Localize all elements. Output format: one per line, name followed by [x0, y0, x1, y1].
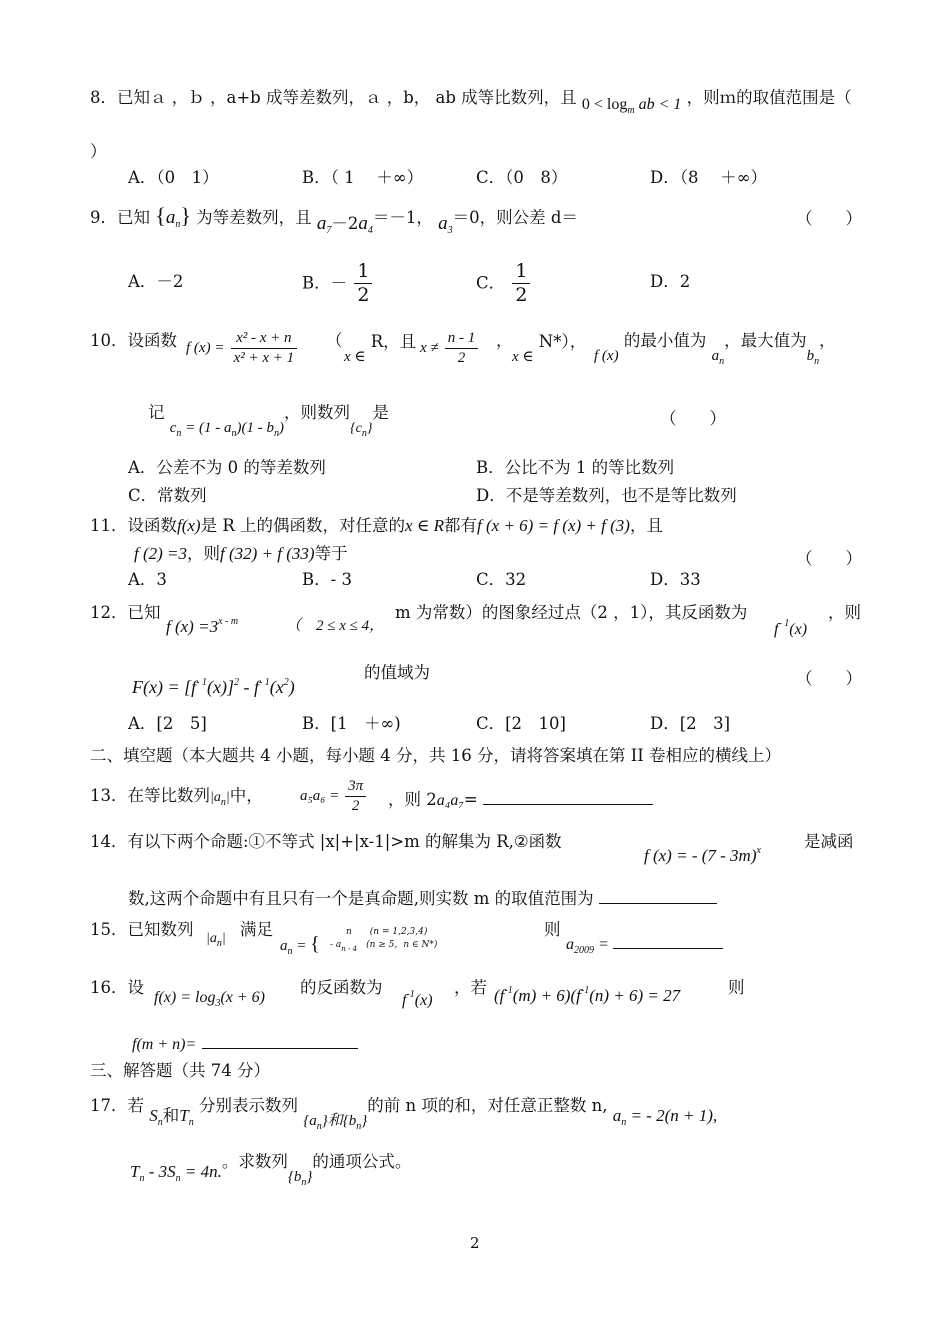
q11-option-a: A．3: [128, 570, 167, 589]
q16-inverse: $f^{-1}(x)$: [402, 989, 433, 1009]
q8-option-a: A．（0 1）: [128, 168, 219, 187]
q16-answer-blank[interactable]: [202, 1034, 358, 1049]
q15-case-1: n (n = 1,2,3,4): [346, 927, 428, 937]
q11-option-c: C．32: [476, 570, 527, 589]
q9-option-b: B．－ $\frac{1}{2}$: [302, 262, 374, 305]
q8-line: [90, 88, 852, 116]
q12-function: f $(x) =3^{x - m}$: [166, 616, 239, 636]
q10-option-a: A．公差不为 0 的等差数列: [128, 458, 326, 477]
q13-answer-blank[interactable]: [483, 790, 653, 805]
q16-line2: f(m + n)=: [132, 1034, 358, 1053]
q12-option-a: A．[2 5]: [128, 714, 207, 733]
q8-option-c: C．（0 8）: [476, 168, 568, 187]
section-2-heading: 二、填空题（本大题共 4 小题，每小题 4 分，共 16 分，请将答案填在第 II 卷相应的横线上）: [90, 746, 781, 765]
q10-stem: 10．设函数: [90, 331, 177, 350]
q8-condition: $0 < \log_m$ ab < 1: [581, 96, 682, 116]
q12-answer-paren: （ ）: [796, 669, 862, 688]
section-3-heading: 三、解答题（共 74 分）: [90, 1061, 270, 1080]
q10-line: [90, 333, 177, 350]
q10-min-max: f (x) 的最小值为 $a_n$，最大值为$b_n$，: [594, 331, 836, 367]
q8-option-d: D．（8 ＋∞）: [650, 168, 767, 187]
q10-comma: ，: [496, 331, 513, 350]
q15-case-2: - $a_{n - 4}$ (n ≥ 5，n ∈ N*): [330, 940, 438, 953]
q9-answer-paren: （ ）: [796, 209, 862, 228]
q9-a4: $a_4$: [358, 213, 373, 236]
q9-option-a: A．－2: [128, 272, 184, 291]
q16-stem-c: ，若: [454, 978, 487, 997]
q14-function: f (x) = - (7 - 3m)$^x$: [644, 845, 761, 865]
q9-option-b-fraction: $\frac{1}{2}$: [354, 262, 372, 305]
q12-inverse: $f^{- 1}(x)$: [774, 618, 808, 638]
q11-option-b: B．- 3: [302, 570, 352, 589]
q15-an: $a_n$ = {: [280, 933, 320, 957]
q17-line1: 17．若 $S_n$和$T_n$ 分别表示数列 $\{a_n\}$和$\{b_n\}$的前 n 项的和，对任意正整数 n, $a_n$ = - 2(n + 1),: [90, 1096, 718, 1132]
q9-stem: 9．已知: [90, 208, 150, 227]
q13-sequence: $|a_n|$: [210, 790, 230, 808]
q9-mid: －2: [331, 214, 359, 233]
q15-a2009: $a_{2009}$ =: [566, 934, 723, 956]
q9-option-c: C． $\frac{1}{2}$: [476, 262, 532, 305]
q9-option-d: D．2: [650, 272, 691, 291]
q14-line2: 数,这两个命题中有且只有一个是真命题,则实数 m 的取值范围为: [128, 889, 717, 908]
q13-line: 13．在等比数列$|a_n|$中，: [90, 786, 263, 808]
q13-product: a₅a₆ = $\frac{3\pi}{2}$: [300, 779, 368, 814]
q8-continuation: ）: [90, 142, 107, 161]
q8-tail: ，则ｍ的取值范围是（: [686, 88, 852, 107]
q12-value-range: 的值域为: [364, 663, 430, 682]
q16-stem-d: 则: [728, 978, 745, 997]
q10-x-in-R: x ∈ R，且: [344, 332, 417, 365]
q9-a3: $a_3$: [438, 213, 453, 236]
q12-line1: 12．已知: [90, 603, 161, 622]
q12-option-b: B．[1 ＋∞): [302, 714, 401, 733]
q14-line1: 14．有以下两个命题:①不等式 |x|+|x-1|>m 的解集为 R,②函数: [90, 832, 562, 851]
q10-cn-formula: $c_n = (1 - a_n)(1 - b_n)$: [169, 420, 285, 439]
q12-tail: ，则: [828, 603, 861, 622]
q15-stem-b: 满足: [240, 920, 273, 939]
q10-option-d: D．不是等差数列，也不是等比数列: [476, 486, 737, 505]
q14-answer-blank[interactable]: [599, 889, 717, 904]
q10-domain: （: [326, 331, 343, 350]
q9-line: [90, 203, 578, 236]
q12-option-d: D．[2 3]: [650, 714, 731, 733]
q12-stem-b: m 为常数）的图象经过点（2 ，1），其反函数为: [395, 603, 748, 622]
q16-line1: 16．设: [90, 978, 144, 997]
q10-cn-seq: {cn}: [350, 421, 373, 439]
q11-option-d: D．33: [650, 570, 701, 589]
q15-line: 15．已知数列: [90, 920, 194, 939]
q15-tail: 则: [544, 920, 561, 939]
q13-fraction: $\frac{3\pi}{2}$: [345, 779, 366, 814]
q15-sequence: $|a_n|$: [206, 931, 226, 949]
q10-option-c: C．常数列: [128, 486, 207, 505]
q11-answer-paren: （ ）: [796, 549, 862, 568]
q11-line2: f (2) =3，则f (32) + f (33)等于: [134, 544, 348, 563]
q10-ne-fraction: $\frac{n - 1}{2}$: [445, 331, 479, 366]
q9-eq: ＝－1，: [372, 208, 433, 227]
q10-function: f (x) = $\frac{\text{x² - x + n}}{\text{x² + x + 1}}$: [186, 331, 299, 366]
q16-stem-b: 的反函数为: [300, 978, 383, 997]
q16-product: $(f^{-1}(m) + 6)(f^{-1}(n) + 6) = 27$: [494, 985, 681, 1005]
q11-line1: 11．设函数f(x)是 R 上的偶函数，对任意的x ∈ R都有f (x + 6) = f (x) + f (3)，且: [90, 516, 663, 535]
q9-sequence: $\{a_n\}$: [155, 203, 191, 230]
q12-F-function: $F(x) = [f^{- 1}(x)]^2 - f^{- 1}(x^2)$: [132, 677, 295, 697]
q10-line2: 记 $c_n = (1 - a_n)(1 - b_n)$，则数列$_{\{c_n\}}$是: [148, 403, 389, 439]
q9-tail: ＝0，则公差 d＝: [452, 208, 578, 227]
q12-cond: （ 2 ≤ x ≤ 4，: [286, 618, 385, 634]
q13-tail: ，则 2a₄a₇=: [388, 790, 653, 809]
q10-x-in-N: x ∈ N*），: [512, 332, 587, 365]
q8-stem: 8．已知ａ ，ｂ ，a+b 成等差数列，ａ ，b， ab 成等比数列，且: [90, 88, 577, 107]
q15-answer-blank[interactable]: [613, 934, 723, 949]
q14-line1-tail: 是减函: [804, 832, 854, 851]
q8-option-b: B．（ 1 ＋∞）: [302, 168, 424, 187]
page-number: 2: [470, 1234, 480, 1252]
q9-option-c-fraction: $\frac{1}{2}$: [512, 262, 530, 305]
q10-option-b: B．公比不为 1 的等比数列: [476, 458, 675, 477]
q10-x-ne: x ≠ $\frac{n - 1}{2}$: [420, 331, 480, 366]
q10-fraction: $\frac{\text{x² - x + n}}{\text{x² + x + 1}}$: [231, 331, 298, 366]
q9-a7: $a_7$: [316, 213, 332, 236]
q16-function: $f(x) = \log_3(x + 6)$: [154, 989, 266, 1009]
q12-option-c: C．[2 10]: [476, 714, 566, 733]
q10-answer-paren: （ ）: [660, 409, 726, 428]
q17-line2: $T_n - 3S_n = 4n$.。求数列$\{b_n\}$的通项公式。: [130, 1152, 412, 1188]
q9-stem-b: 为等差数列，且: [196, 208, 312, 227]
